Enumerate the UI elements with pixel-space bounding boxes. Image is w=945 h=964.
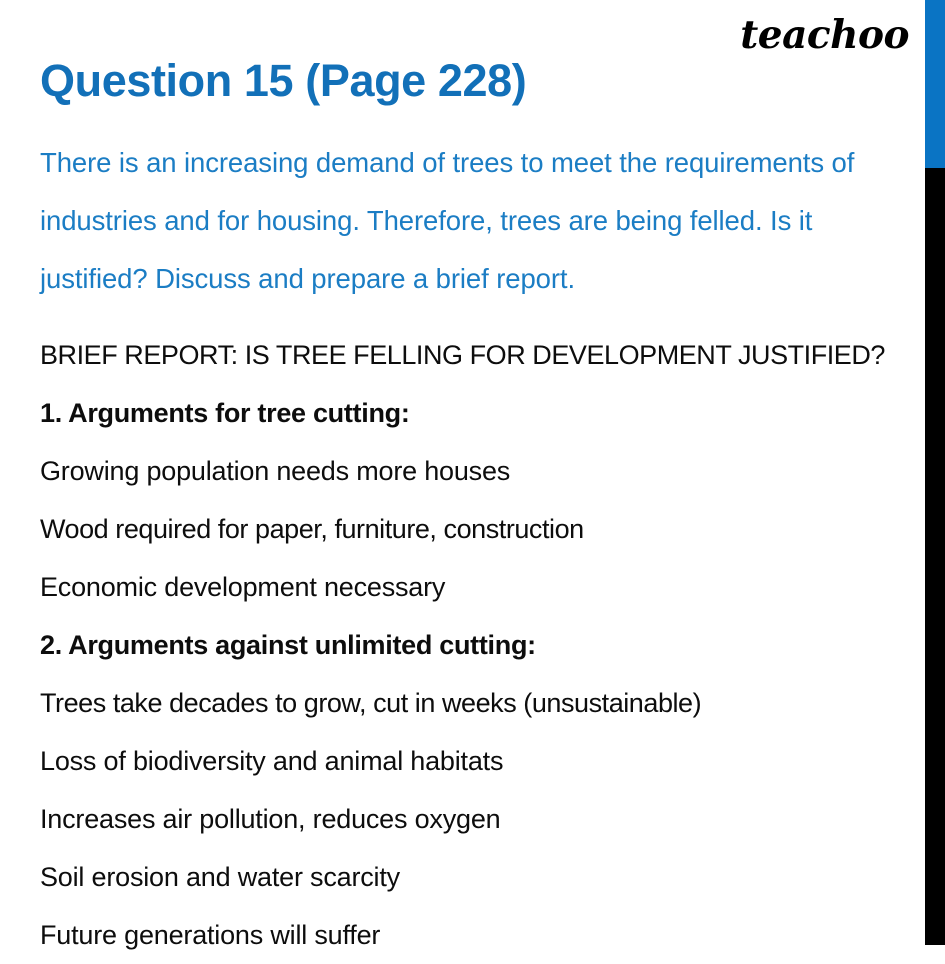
right-edge-rail — [925, 0, 945, 945]
report-line: BRIEF REPORT: IS TREE FELLING FOR DEVELOPMENT JUSTIFIED? — [40, 340, 885, 370]
report-line: Wood required for paper, furniture, construction — [40, 514, 584, 544]
rail-black-segment — [925, 168, 945, 945]
report-line: Trees take decades to grow, cut in weeks (unsustainable) — [40, 688, 702, 718]
rail-blue-segment — [925, 0, 945, 168]
report-line: Future generations will suffer — [40, 920, 381, 950]
teachoo-logo: teachoo — [740, 12, 909, 58]
report-section-heading: 2. Arguments against unlimited cutting: — [40, 630, 536, 660]
question-text: There is an increasing demand of trees to meet the requirements of industries and for housing. Therefore, trees are being felled. Is it justified? Discuss and prepare a brief report. — [40, 147, 855, 294]
report-line: Economic development necessary — [40, 572, 446, 602]
report-line: Increases air pollution, reduces oxygen — [40, 804, 501, 834]
report-line: Growing population needs more houses — [40, 456, 511, 486]
page-title: Question 15 (Page 228) — [40, 55, 527, 106]
report-body — [40, 326, 900, 964]
report-line: Soil erosion and water scarcity — [40, 862, 400, 892]
report-section-heading: 1. Arguments for tree cutting: — [40, 398, 410, 428]
report-line: Loss of biodiversity and animal habitats — [40, 746, 504, 776]
